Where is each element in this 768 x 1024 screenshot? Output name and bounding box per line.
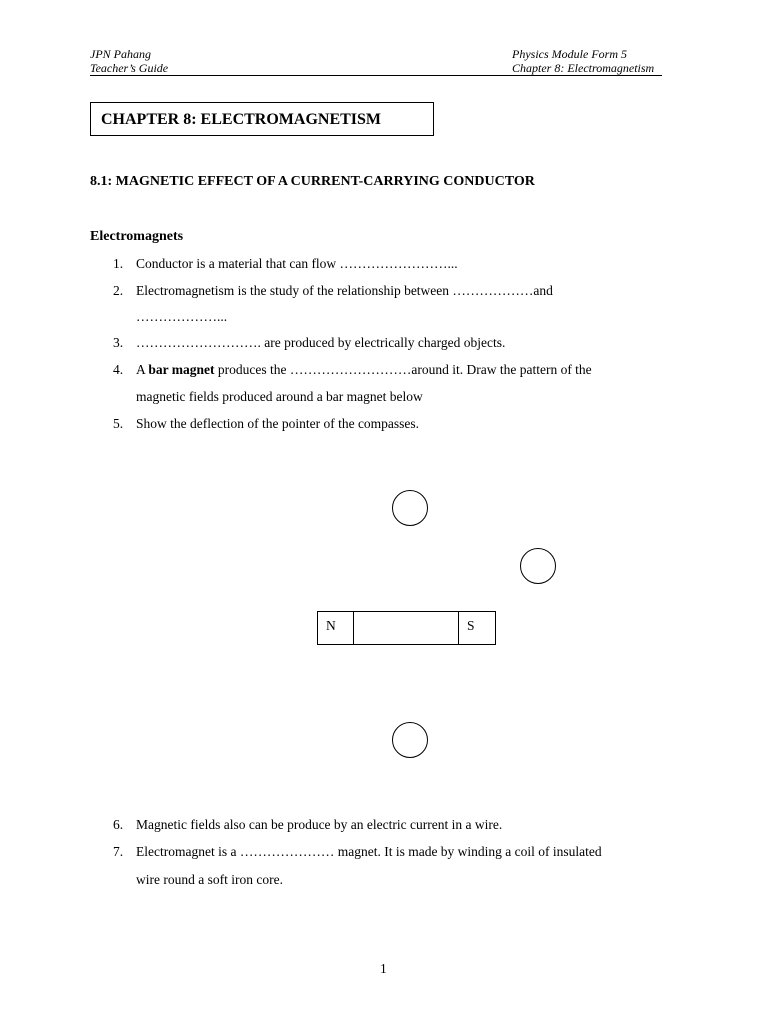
item-number: 4. <box>113 362 124 377</box>
item-number: 5. <box>113 416 124 431</box>
list-item-text-continued: wire round a soft iron core. <box>136 872 283 887</box>
item-number: 3. <box>113 335 124 350</box>
list-item-text: ………………………. are produced by electrically charged objects. <box>136 335 506 350</box>
item-text-post: produces the ………………………around it. Draw the pattern of the <box>214 362 592 377</box>
page-number: 1 <box>380 961 387 976</box>
header-chapter: Chapter 8: Electromagnetism <box>512 61 655 75</box>
compass-right <box>520 548 556 584</box>
header-left <box>90 47 168 75</box>
header-guide: Teacher’s Guide <box>90 61 169 75</box>
list-item-text-continued: ………………... <box>136 309 228 324</box>
list-item-text <box>136 362 592 378</box>
list-item-text: Conductor is a material that can flow ……………………... <box>136 256 458 271</box>
header-module: Physics Module Form 5 <box>512 47 627 61</box>
list-item-text: Electromagnetism is the study of the relationship between ………………and <box>136 283 553 298</box>
section-title: 8.1: MAGNETIC EFFECT OF A CURRENT-CARRYING CONDUCTOR <box>90 174 535 189</box>
chapter-title: CHAPTER 8: ELECTROMAGNETISM <box>101 111 382 128</box>
list-item-text-continued: magnetic fields produced around a bar magnet below <box>136 389 423 404</box>
compass-bottom <box>392 722 428 758</box>
item-number: 7. <box>113 844 124 859</box>
chapter-title-box <box>90 102 434 136</box>
south-pole: S <box>467 618 475 633</box>
subsection-title: Electromagnets <box>90 229 184 244</box>
list-item-text: Electromagnet is a ………………… magnet. It is made by winding a coil of insulated <box>136 844 602 859</box>
item-number: 2. <box>113 283 124 298</box>
bar-magnet-term: bar magnet <box>148 362 215 377</box>
item-text-pre: A <box>136 362 149 377</box>
compass-top <box>392 490 428 526</box>
list-item-text: Magnetic fields also can be produce by an electric current in a wire. <box>136 817 503 832</box>
magnet-body <box>354 612 459 644</box>
header-divider <box>90 75 662 76</box>
item-number: 6. <box>113 817 124 832</box>
header-school: JPN Pahang <box>90 47 151 61</box>
header-right <box>512 47 654 75</box>
bar-magnet <box>317 611 496 645</box>
list-item-text: Show the deflection of the pointer of the compasses. <box>136 416 420 431</box>
item-number: 1. <box>113 256 124 271</box>
north-pole: N <box>318 612 354 644</box>
